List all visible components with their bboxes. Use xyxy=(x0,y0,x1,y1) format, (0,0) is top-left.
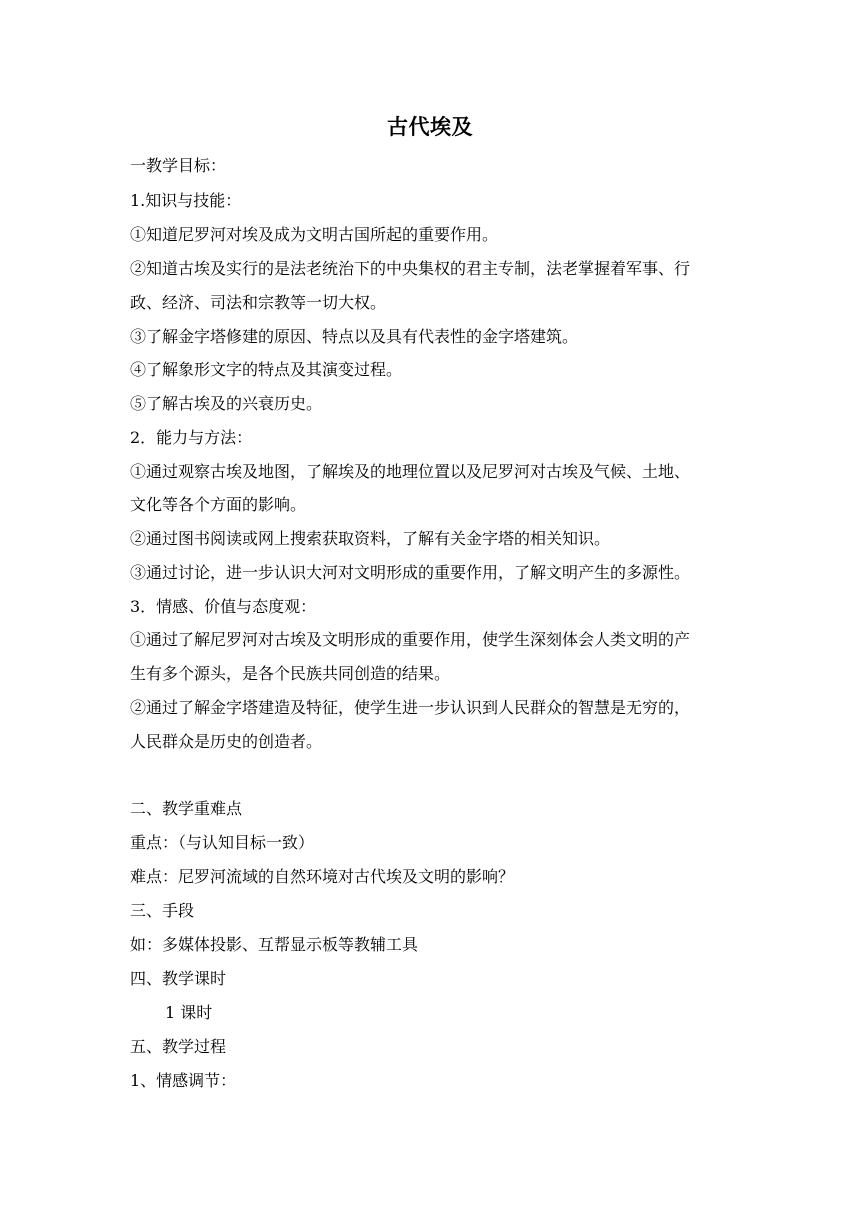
text-line: 2．能力与方法： xyxy=(130,428,253,447)
text-line: 重点：（与认知目标一致） xyxy=(130,833,315,852)
text-line: ①知道尼罗河对埃及成为文明古国所起的重要作用。 xyxy=(130,225,499,244)
text-line: 一教学目标： xyxy=(130,156,227,175)
text-line: 难点：尼罗河流域的自然环境对古代埃及文明的影响？ xyxy=(130,867,515,886)
text-line: ②通过图书阅读或网上搜索获取资料，了解有关金字塔的相关知识。 xyxy=(130,529,611,548)
text-line: 如：多媒体投影、互帮显示板等教辅工具 xyxy=(130,935,419,954)
text-line: ①通过观察古埃及地图，了解埃及的地理位置以及尼罗河对古埃及气候、土地、 xyxy=(130,462,691,481)
text-line: 1、情感调节： xyxy=(130,1071,237,1090)
text-line: 文化等各个方面的影响。 xyxy=(130,495,307,514)
document-title: 古代埃及 xyxy=(387,114,473,139)
text-line: 人民群众是历史的创造者。 xyxy=(130,732,323,751)
section-heading: 三、手段 xyxy=(130,901,195,920)
section-heading: 四、教学课时 xyxy=(130,969,227,988)
text-line: ⑤了解古埃及的兴衰历史。 xyxy=(130,394,323,413)
text-line: ②通过了解金字塔建造及特征，使学生进一步认识到人民群众的智慧是无穷的， xyxy=(130,698,691,717)
text-line: 1 课时 xyxy=(165,1003,213,1022)
section-heading: 五、教学过程 xyxy=(130,1037,227,1056)
text-line: ①通过了解尼罗河对古埃及文明形成的重要作用，使学生深刻体会人类文明的产 xyxy=(130,630,691,649)
text-line: ④了解象形文字的特点及其演变过程。 xyxy=(130,360,403,379)
section-heading: 二、教学重难点 xyxy=(130,799,243,818)
text-line: 1.知识与技能： xyxy=(130,191,242,210)
text-line: 生有多个源头，是各个民族共同创造的结果。 xyxy=(130,664,451,683)
text-line: ③通过讨论，进一步认识大河对文明形成的重要作用，了解文明产生的多源性。 xyxy=(130,563,691,582)
text-line: ②知道古埃及实行的是法老统治下的中央集权的君主专制，法老掌握着军事、行 xyxy=(130,259,691,278)
text-line: 政、经济、司法和宗教等一切大权。 xyxy=(130,293,387,312)
text-line: 3．情感、价值与态度观： xyxy=(130,597,317,616)
text-line: ③了解金字塔修建的原因、特点以及具有代表性的金字塔建筑。 xyxy=(130,327,579,346)
